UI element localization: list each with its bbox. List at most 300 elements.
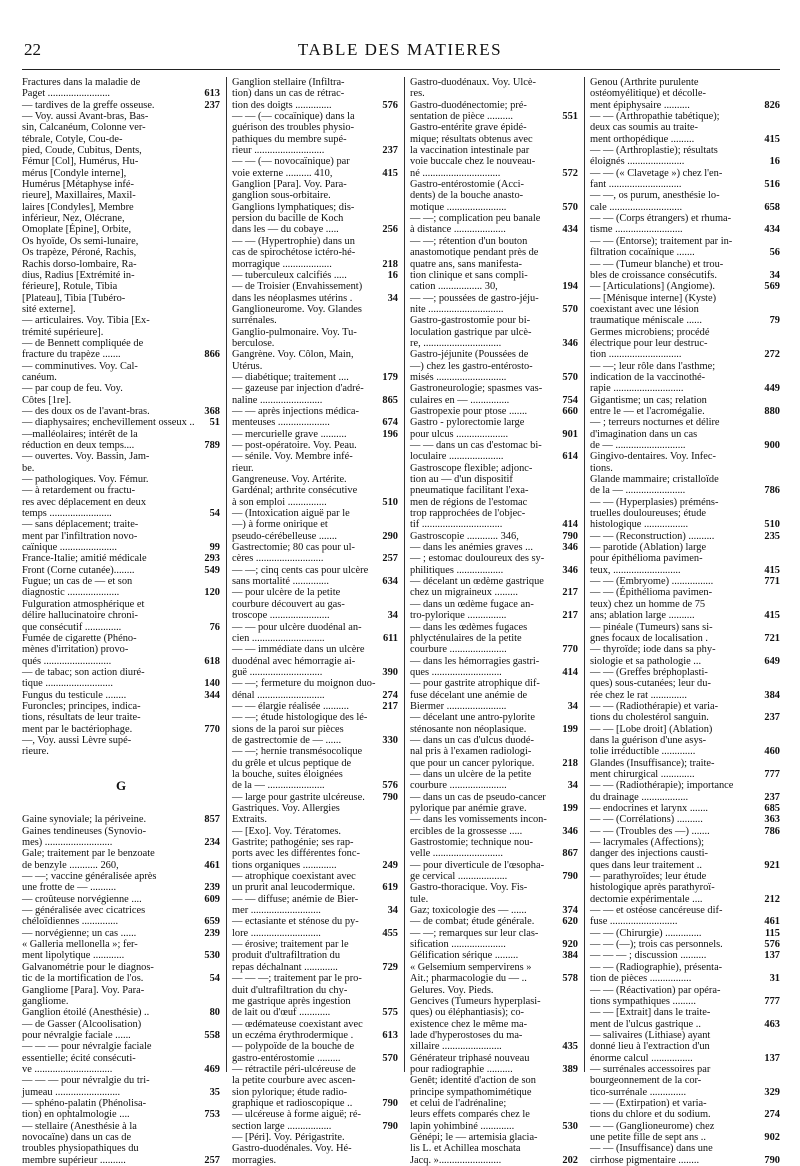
index-entry-text: — — (—); trois cas personnels. (590, 939, 723, 951)
index-entry (410, 270, 578, 281)
index-entry-text: — articulaires. Voy. Tibia [Ex- (22, 315, 150, 327)
index-entry (590, 1053, 780, 1064)
index-entry-text: — comminutives. Voy. Cal- (22, 360, 138, 372)
index-entry (232, 894, 398, 905)
index-entry (22, 724, 220, 735)
index-entry-text: à distance .................... (410, 224, 506, 236)
index-entry (232, 837, 398, 848)
column-divider (226, 77, 227, 1072)
index-entry (22, 644, 220, 655)
index-entry (410, 950, 578, 961)
index-page-number: 35 (209, 1086, 220, 1098)
index-entry (410, 451, 578, 462)
index-entry (232, 1132, 398, 1143)
index-entry-text: Os hyoïde, Os semi-lunaire, (22, 235, 139, 247)
index-entry-text: — diaphysaires; enchevillement osseux .. (22, 417, 195, 429)
index-entry-text: — —; cinq cents cas pour ulcère (232, 564, 369, 576)
index-entry-text: ostéomyélitique) et décolle- (590, 88, 706, 100)
index-column-1 (22, 77, 220, 1166)
index-entry (590, 338, 780, 349)
index-entry (590, 451, 780, 462)
index-entry-text: — — (Réactivation) par opéra- (590, 984, 721, 996)
index-page-number: 613 (382, 1029, 398, 1041)
index-entry (410, 826, 578, 837)
index-entry-text: Gangliome [Para]. Voy. Para- (22, 984, 145, 996)
index-entry (232, 508, 398, 519)
index-entry (22, 338, 220, 349)
index-entry-text: — Voy. aussi Avant-bras, Bas- (22, 111, 149, 123)
index-entry (232, 871, 398, 882)
index-page-number: 469 (204, 1063, 220, 1075)
index-entry (590, 962, 780, 973)
index-entry (232, 985, 398, 996)
index-page-number: 510 (382, 496, 398, 508)
index-entry (232, 259, 398, 270)
index-entry-text: ercibles de la grossesse ..... (410, 825, 523, 837)
index-entry (590, 746, 780, 757)
index-entry (590, 985, 780, 996)
index-page-number: 274 (382, 689, 398, 701)
index-entry (590, 973, 780, 984)
index-page-number: 257 (204, 1154, 220, 1166)
index-page-number: 570 (562, 303, 578, 315)
index-entry-text: — mercurielle grave .......... (232, 428, 347, 440)
index-entry-text: dectomie expérimentale .... (590, 893, 703, 905)
index-entry-text: naline ........................ (232, 394, 323, 406)
index-entry-text: ment chirurgical ............. (590, 768, 695, 780)
index-entry (590, 224, 780, 235)
index-entry-text: — [Péri]. Voy. Périgastrite. (232, 1131, 345, 1143)
index-entry-text: Gardénal; arthrite consécutive (232, 485, 358, 497)
index-entry (590, 1007, 780, 1018)
index-entry (22, 916, 220, 927)
index-entry-text: duodénal avec hémorragie ai- (232, 655, 356, 667)
index-entry (22, 485, 220, 496)
index-entry (22, 145, 220, 156)
index-entry-text: — pathologiques. Voy. Fémur. (22, 474, 149, 486)
index-entry-text: — —, os purum, anesthésie lo- (590, 190, 720, 202)
index-entry-text: — —; complication peu banale (410, 213, 541, 225)
index-entry (590, 519, 780, 530)
index-entry (590, 383, 780, 394)
index-entry (410, 429, 578, 440)
index-entry-text: tion au — d'un dispositif (410, 474, 513, 486)
index-page-number: 572 (562, 167, 578, 179)
index-entry-text: pseudo-cérébelleuse ....... (232, 530, 338, 542)
index-entry-text: — — — ; discussion .......... (590, 950, 707, 962)
index-entry (410, 587, 578, 598)
index-entry-text: —) chez les gastro-entérosto- (410, 360, 533, 372)
index-entry-text: mer ........................... (232, 905, 321, 917)
index-entry-text: rieur. (232, 462, 254, 474)
index-page-number: 674 (382, 417, 398, 429)
index-page-number: 613 (204, 88, 220, 100)
index-entry-text: morragies. (232, 1154, 277, 1166)
index-entry-text: — [Ménisque interne] (Kyste) (590, 292, 717, 304)
index-entry (232, 122, 398, 133)
index-entry (232, 383, 398, 394)
index-page-number: 257 (382, 553, 398, 565)
index-entry-text: — —; vaccine généralisée après (22, 871, 157, 883)
index-page-number: 549 (204, 564, 220, 576)
index-entry-text: indication de la vaccinothé- (590, 371, 706, 383)
index-entry (232, 156, 398, 167)
index-page-number: 199 (562, 723, 578, 735)
index-page-number: 217 (562, 610, 578, 622)
index-entry-text: éloignés ...................... (590, 156, 685, 168)
index-entry (22, 667, 220, 678)
index-entry (22, 122, 220, 133)
index-page-number: 576 (382, 99, 398, 111)
index-entry (232, 950, 398, 961)
index-page-number: 34 (567, 700, 578, 712)
index-entry-text: — gazeuse par injection d'adré- (232, 383, 364, 395)
index-page-number: 826 (764, 99, 780, 111)
index-entry (590, 542, 780, 553)
index-entry (22, 1030, 220, 1041)
index-entry-text: caïnique ...................... (22, 542, 117, 554)
index-entry (410, 928, 578, 939)
index-entry-text: de la — ...................... (232, 780, 325, 792)
index-entry (590, 701, 780, 712)
index-entry (232, 780, 398, 791)
index-entry-text: Paget ........................ (22, 88, 111, 100)
index-entry-text: sions de la paroi sur pièces (232, 723, 344, 735)
index-entry (22, 894, 220, 905)
index-entry (232, 1121, 398, 1132)
index-entry-text: mérus [Condyle interne], (22, 167, 127, 179)
index-entry-text: — stellaire (Anesthésie à la (22, 1120, 137, 1132)
index-entry (410, 565, 578, 576)
index-page-number: 790 (562, 530, 578, 542)
index-entry-text: — —; poussées de gastro-jéju- (410, 292, 539, 304)
index-entry-text: — dans un cas de pseudo-cancer (410, 791, 546, 803)
index-entry (410, 553, 578, 564)
index-entry (22, 259, 220, 270)
index-page-number: 54 (209, 508, 220, 520)
index-entry-text: bles de croissance consécutifs. (590, 269, 717, 281)
index-entry (22, 429, 220, 440)
index-entry (22, 1007, 220, 1018)
index-page-number: 346 (562, 825, 578, 837)
index-page-number: 212 (764, 893, 780, 905)
index-entry-text: teux, .......................... (590, 564, 681, 576)
index-entry (590, 826, 780, 837)
index-entry (22, 247, 220, 258)
index-entry (232, 1075, 398, 1086)
index-entry-text: — de Troisier (Envahissement) (232, 281, 363, 293)
index-entry (22, 1087, 220, 1098)
index-entry (22, 712, 220, 723)
index-page-number: 920 (562, 939, 578, 951)
index-entry (410, 179, 578, 190)
index-entry-text: — parotide (Ablation) large (590, 542, 707, 554)
index-entry-text: sification ..................... (410, 939, 506, 951)
index-entry-text: — post-opératoire. Voy. Peau. (232, 440, 357, 451)
index-entry (590, 304, 780, 315)
index-page-number: 460 (764, 746, 780, 758)
index-entry (22, 1075, 220, 1086)
index-entry-text: philitiques .................. (410, 564, 504, 576)
index-page-number: 115 (764, 927, 780, 939)
index-entry-text: tolie irréductible ............. (590, 746, 696, 758)
index-entry-text: — de combat; étude générale. (410, 916, 535, 928)
index-entry-text: sans mortalité .............. (232, 576, 329, 588)
index-entry (22, 905, 220, 916)
index-entry-text: fuse décelant une anémie de (410, 689, 528, 701)
index-entry (590, 417, 780, 428)
index-entry (590, 293, 780, 304)
index-entry (232, 803, 398, 814)
index-entry-text: dans les néoplasmes utérins . (232, 292, 353, 304)
index-entry-text: Ganglion [Para]. Voy. Para- (232, 179, 347, 191)
index-entry-text: ports avec les différentes fonc- (232, 848, 360, 860)
index-entry-text: — parathyroïdes; leur étude (590, 871, 707, 883)
index-entry-text: — — (Ganglioneurome) chez (590, 1120, 715, 1132)
index-page-number: 658 (764, 201, 780, 213)
index-page-number: 34 (387, 905, 398, 917)
index-entry-text: — — pour ulcère duodénal an- (232, 621, 362, 633)
index-entry (232, 417, 398, 428)
index-page-number: 754 (562, 394, 578, 406)
page-header (0, 40, 800, 66)
index-page-number: 530 (204, 950, 220, 962)
index-entry (232, 361, 398, 372)
index-entry (22, 77, 220, 88)
index-entry (22, 406, 220, 417)
index-entry-text: tisme .......................... (590, 224, 683, 236)
index-entry-text: une petite fille de sept ans .. (590, 1131, 706, 1143)
index-entry-text: — — (Hyperplasies) préméns- (590, 496, 719, 508)
index-entry-text: membre supérieur .......... (22, 1154, 126, 1166)
index-entry (410, 372, 578, 383)
index-entry-text: — de tabac; son action diuré- (22, 666, 145, 678)
index-entry (410, 871, 578, 882)
index-entry (410, 894, 578, 905)
index-entry (590, 939, 780, 950)
index-entry (22, 656, 220, 667)
index-entry (22, 508, 220, 519)
index-page-number: 56 (769, 247, 780, 259)
index-entry-text: Fractures dans la maladie de (22, 77, 141, 88)
index-entry (232, 281, 398, 292)
index-entry (410, 259, 578, 270)
index-page-number: 54 (209, 973, 220, 985)
index-entry-text: délire hallucinatoire chroni- (22, 610, 138, 622)
index-entry (232, 395, 398, 406)
index-page-number: 865 (382, 394, 398, 406)
index-entry (410, 168, 578, 179)
index-page-number: 194 (562, 281, 578, 293)
index-entry (410, 996, 578, 1007)
index-page-number: 786 (764, 825, 780, 837)
index-entry (410, 1030, 578, 1041)
index-entry-text: un prurit anal leucodermique. (232, 882, 355, 894)
index-entry (410, 712, 578, 723)
index-entry (590, 950, 780, 961)
index-entry (410, 304, 578, 315)
index-entry-text: produit d'ultrafiltration du (232, 950, 341, 962)
index-entry-text: Gingivo-dentaires. Voy. Infec- (590, 451, 716, 463)
index-entry (590, 928, 780, 939)
index-entry-text: — endocrines et larynx ....... (590, 803, 709, 814)
index-entry-text: — à retardement ou fractu- (22, 485, 136, 497)
index-entry-text: ment orthopédique ......... (590, 133, 695, 145)
index-entry (22, 1053, 220, 1064)
index-page-number: 99 (209, 542, 220, 554)
index-entry-text: pour ulcus .................... (410, 428, 509, 440)
index-entry (410, 100, 578, 111)
index-entry (590, 361, 780, 372)
index-entry-text: — thyroïde; iode dans sa phy- (590, 644, 716, 656)
index-entry-text: — —; rétention d'un bouton (410, 235, 528, 247)
index-entry-text: rieure. (22, 746, 49, 758)
index-page-number: 256 (382, 224, 398, 236)
index-entry-text: ment lipolytique ............ (22, 950, 125, 962)
index-entry (232, 667, 398, 678)
index-entry-text: du grêle et ulcus peptique de (232, 757, 352, 769)
index-entry-text: xillaire ....................... (410, 1041, 502, 1053)
index-entry-text: me gastrique après ingestion (232, 995, 351, 1007)
index-page-number: 618 (204, 655, 220, 667)
index-entry-text: — pour gastrite atrophique dif- (410, 678, 540, 690)
index-entry (22, 678, 220, 689)
index-entry-text: trop rapprochées de l'objec- (410, 508, 526, 520)
index-entry (22, 610, 220, 621)
index-entry-text: — décelant une antro-pylorite (410, 712, 535, 724)
index-page-number: 237 (764, 712, 780, 724)
index-page-number: 16 (387, 269, 398, 281)
index-entry-text: Gastro-duodénaux. Voy. Ulcè- (410, 77, 536, 88)
header-rule (22, 69, 780, 70)
index-page-number: 620 (562, 916, 578, 928)
index-entry (590, 474, 780, 485)
index-entry (410, 440, 578, 451)
index-entry (22, 1143, 220, 1154)
index-page-number: 16 (769, 156, 780, 168)
index-entry (590, 1030, 780, 1041)
index-page-number: 576 (382, 780, 398, 792)
index-entry (22, 349, 220, 360)
index-entry-text: — surrénales accessoires par (590, 1063, 711, 1075)
index-entry-text: pour épithélioma pavimen- (590, 553, 703, 565)
index-page-number: 461 (764, 916, 780, 928)
index-entry (410, 916, 578, 927)
index-entry (410, 134, 578, 145)
index-entry-text: lade d'hyperostoses du ma- (410, 1029, 523, 1041)
index-entry-text: Gastro-duodénectomie; pré- (410, 99, 527, 111)
index-entry (410, 633, 578, 644)
index-page-number: 374 (562, 905, 578, 917)
index-entry (590, 1121, 780, 1132)
index-entry-text: — — après injections médica- (232, 405, 359, 417)
index-entry (232, 1155, 398, 1166)
index-entry-text: Ganglions lymphatiques; dis- (232, 201, 355, 213)
index-page-number: 770 (562, 644, 578, 656)
index-entry (410, 882, 578, 893)
index-entry-text: la petite courbure avec ascen- (232, 1075, 356, 1087)
index-entry-text: sité externe]. (22, 303, 76, 315)
index-entry (22, 440, 220, 451)
index-column-2 (232, 77, 398, 1166)
index-entry (410, 985, 578, 996)
index-entry (232, 973, 398, 984)
index-entry (410, 837, 578, 848)
index-entry-text: traumatique méniscale ...... (590, 315, 702, 327)
index-entry-text: Gastro-entérostomie (Acci- (410, 179, 524, 191)
index-entry (410, 145, 578, 156)
index-entry (590, 406, 780, 417)
index-entry (22, 213, 220, 224)
index-entry-text: section large ................. (232, 1120, 332, 1132)
index-entry (22, 1019, 220, 1030)
index-entry (590, 553, 780, 564)
index-entry-text: — croûteuse norvégienne .... (22, 893, 142, 905)
index-entry (590, 678, 780, 689)
index-entry (232, 599, 398, 610)
index-entry (22, 1155, 220, 1166)
index-entry-text: tif ............................... (410, 519, 503, 531)
index-page-number: 866 (204, 349, 220, 361)
index-entry-text: — —; leur rôle dans l'asthme; (590, 360, 716, 372)
index-entry-text: trémité supérieure]. (22, 326, 104, 338)
index-entry-text: Os trapèze, Péroné, Rachis, (22, 247, 137, 259)
index-entry (232, 610, 398, 621)
index-page-number: 329 (764, 1086, 780, 1098)
index-page-number: 346 (562, 337, 578, 349)
index-entry-text: rieur ........................... (232, 145, 325, 157)
index-entry-text: — — — pour névralgie du tri- (22, 1075, 150, 1087)
index-entry-text: sion pylorique; étude radio- (232, 1086, 348, 1098)
index-page-number: 344 (204, 689, 220, 701)
index-entry (232, 678, 398, 689)
index-entry-text: Gastrostomie; technique nou- (410, 837, 533, 849)
index-page-number: 789 (204, 440, 220, 451)
index-entry-text: de — ........................... (590, 440, 686, 451)
index-entry (590, 894, 780, 905)
index-entry (410, 417, 578, 428)
index-entry (22, 553, 220, 564)
index-entry (590, 1155, 780, 1166)
index-page-number: 237 (204, 99, 220, 111)
index-entry-text: — — (Entorse); traitement par in- (590, 235, 733, 247)
index-entry (22, 383, 220, 394)
index-page-number: 867 (562, 848, 578, 860)
index-entry (232, 315, 398, 326)
index-entry-text: tions, résultats de leur traite- (22, 712, 141, 724)
index-entry (232, 587, 398, 598)
index-entry (410, 531, 578, 542)
index-entry (590, 88, 780, 99)
index-entry (410, 485, 578, 496)
index-page-number: 857 (204, 814, 220, 826)
index-entry (410, 644, 578, 655)
index-entry-text: — par coup de feu. Voy. (22, 383, 123, 395)
index-entry-text: Front (Corne cutanée)........ (22, 564, 135, 576)
index-entry-text: — — (Radiothérapie); importance (590, 780, 734, 792)
index-entry-text: Gélification sérique ......... (410, 950, 519, 962)
index-entry (232, 814, 398, 825)
index-entry (410, 656, 578, 667)
index-entry (232, 485, 398, 496)
index-entry-text: tro-pylorique ............... (410, 610, 507, 622)
index-entry (22, 587, 220, 598)
index-entry-text: ment de l'ulcus gastrique .. (590, 1018, 701, 1030)
index-entry-text: Gastro-thoracique. Voy. Fis- (410, 882, 528, 894)
index-page-number: 346 (562, 542, 578, 554)
index-entry-text: dénal .......................... (232, 689, 325, 701)
index-entry-text: — — (— novocaïnique) par (232, 156, 350, 168)
